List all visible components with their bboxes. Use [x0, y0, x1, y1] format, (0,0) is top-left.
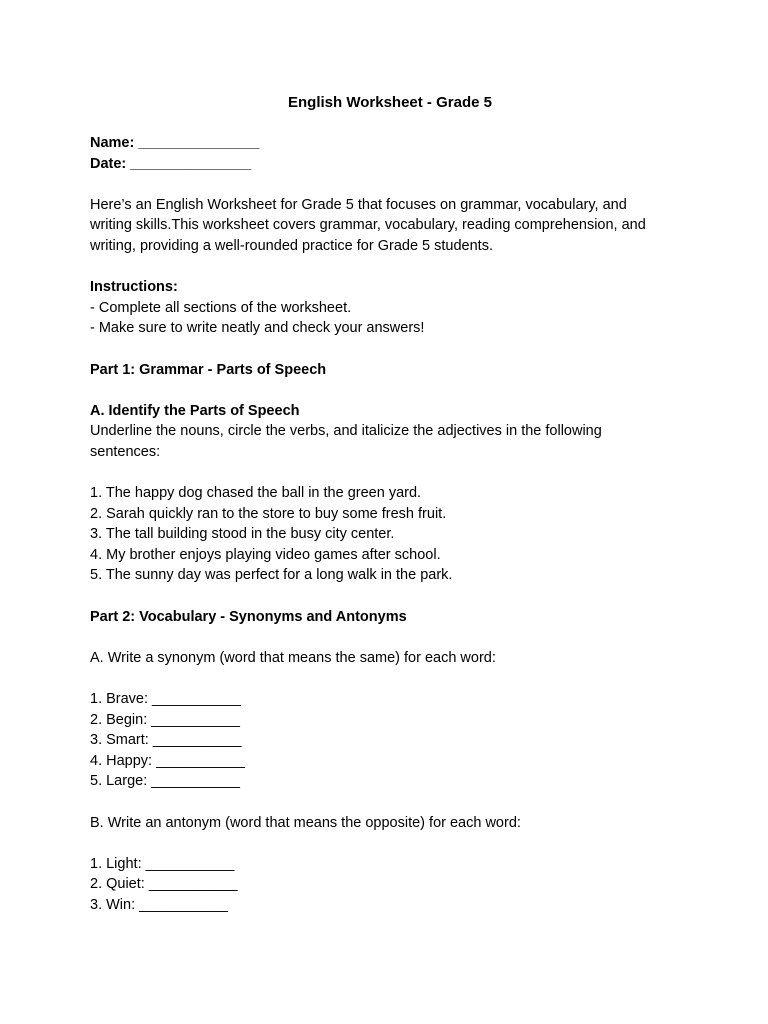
instructions-heading: Instructions: [90, 279, 178, 296]
spacer [90, 627, 690, 648]
spacer [90, 668, 690, 689]
sentence-item: 2. Sarah quickly ran to the store to buy some fresh fruit. [90, 505, 447, 522]
sentence-item: 3. The tall building stood in the busy city center. [90, 526, 395, 543]
intro-paragraph [90, 195, 690, 257]
intro-line: writing, providing a well-rounded practice for Grade 5 students. [90, 237, 493, 254]
synonym-item: 1. Brave: ___________ [90, 691, 241, 708]
synonym-item: 4. Happy: ___________ [90, 752, 245, 769]
spacer [90, 833, 690, 854]
spacer [90, 339, 690, 360]
spacer [90, 463, 690, 484]
antonym-item: 1. Light: ___________ [90, 855, 235, 872]
part2-heading: Part 2: Vocabulary - Synonyms and Antonyms [90, 608, 407, 625]
sentence-item: 4. My brother enjoys playing video games after school. [90, 546, 441, 563]
date-field-line: Date: _______________ [90, 155, 252, 172]
name-field-line: Name: _______________ [90, 135, 260, 151]
part1-heading: Part 1: Grammar - Parts of Speech [90, 361, 327, 378]
part1-section-a-heading: A. Identify the Parts of Speech [90, 402, 300, 419]
instruction-item: - Make sure to write neatly and check your answers! [90, 320, 425, 337]
worksheet-page [90, 92, 690, 916]
sentence-item: 1. The happy dog chased the ball in the green yard. [90, 485, 422, 502]
spacer [90, 586, 690, 607]
antonym-item: 2. Quiet: ___________ [90, 876, 238, 893]
part2-section-a-heading: A. Write a synonym (word that means the same) for each word: [90, 649, 496, 666]
part2-section-b-heading: B. Write an antonym (word that means the opposite) for each word: [90, 814, 521, 831]
spacer [90, 174, 690, 195]
worksheet-title: English Worksheet - Grade 5 [288, 94, 492, 111]
instruction-item: - Complete all sections of the worksheet. [90, 299, 352, 316]
synonym-item: 2. Begin: ___________ [90, 711, 240, 728]
sentence-item: 5. The sunny day was perfect for a long walk in the park. [90, 567, 453, 584]
intro-line: Here’s an English Worksheet for Grade 5 that focuses on grammar, vocabulary, and [90, 196, 627, 213]
synonym-item: 5. Large: ___________ [90, 773, 240, 790]
antonym-item: 3. Win: ___________ [90, 896, 228, 913]
spacer [90, 792, 690, 813]
synonym-item: 3. Smart: ___________ [90, 732, 242, 749]
intro-line: writing skills.This worksheet covers grammar, vocabulary, reading comprehension, and [90, 217, 646, 234]
part1-section-a-instruction: sentences: [90, 443, 161, 460]
spacer [90, 380, 690, 401]
spacer [90, 257, 690, 278]
part1-section-a-instruction: Underline the nouns, circle the verbs, and italicize the adjectives in the following [90, 423, 602, 440]
